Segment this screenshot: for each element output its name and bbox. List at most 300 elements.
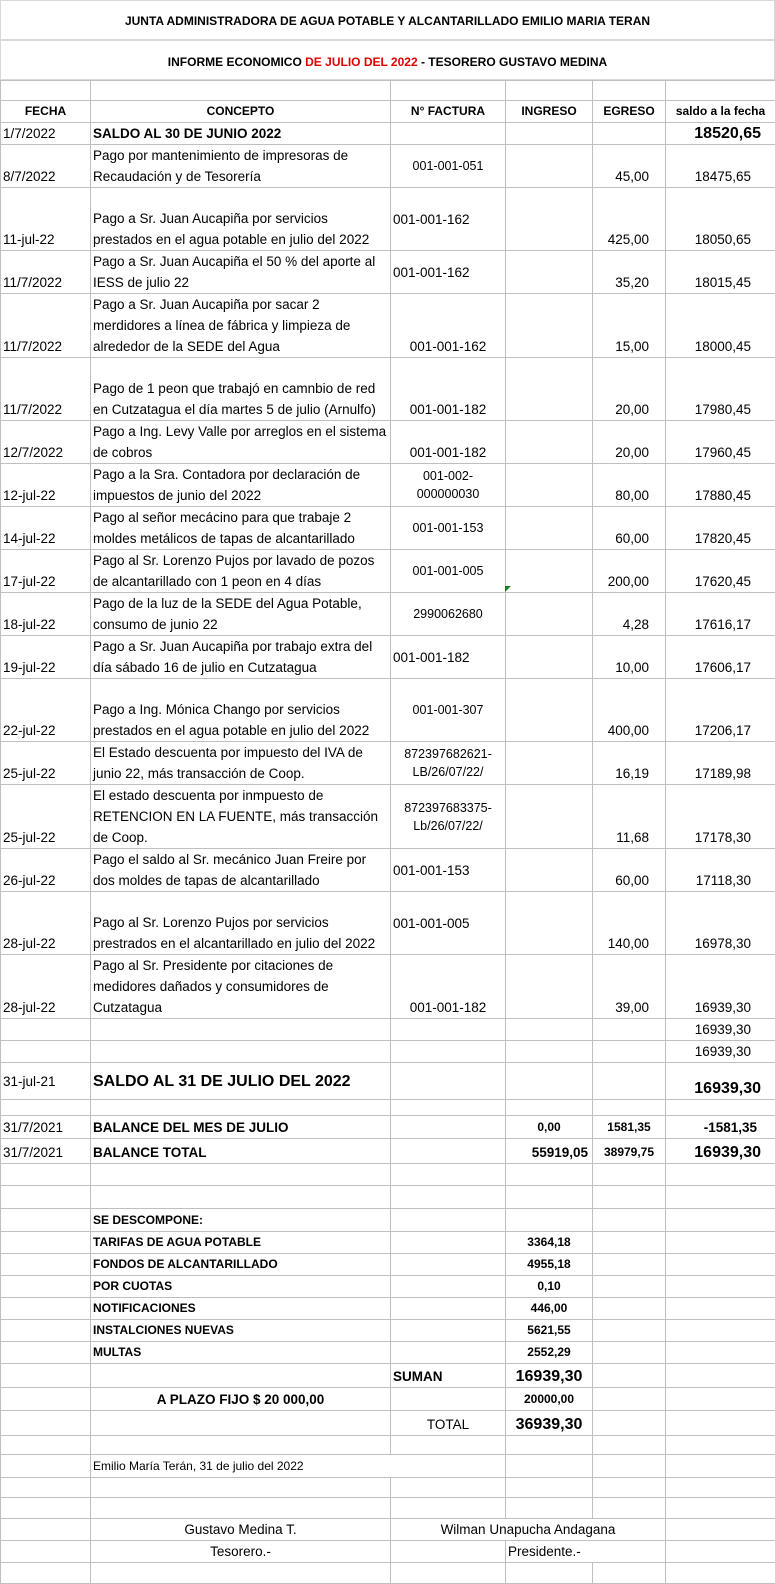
org-title: JUNTA ADMINISTRADORA DE AGUA POTABLE Y ALCANTARILLADO EMILIO MARIA TERAN xyxy=(0,0,775,40)
table-row xyxy=(1,1063,775,1100)
row-saldo: 17980,45 xyxy=(666,358,775,421)
cell xyxy=(391,1209,506,1232)
row-ingreso xyxy=(506,593,593,636)
balance-mes-fecha: 31/7/2021 xyxy=(1,1116,91,1139)
opening-saldo: 18520,65 xyxy=(666,123,775,145)
suman-label: SUMAN xyxy=(391,1364,506,1388)
row-concepto: El Estado descuenta por impuesto del IVA de junio 22, más transacción de Coop. xyxy=(91,742,391,785)
row-concepto: Pago al señor mecácino para que trabaje 2 moldes metálicos de tapas de alcantarillado xyxy=(91,507,391,550)
extra-saldo: 16939,30 xyxy=(666,1019,775,1041)
row-fecha: 11/7/2022 xyxy=(1,251,91,294)
cell xyxy=(1,1388,91,1411)
empty-cell xyxy=(666,1164,775,1186)
table-row xyxy=(1,1041,775,1063)
cell xyxy=(391,1388,506,1411)
empty-cell xyxy=(391,1019,506,1041)
cell xyxy=(666,1342,775,1364)
tesorero-name: Gustavo Medina T. xyxy=(91,1519,391,1541)
empty-cell xyxy=(1,1164,91,1186)
empty-cell xyxy=(91,81,391,101)
cell xyxy=(593,1232,666,1254)
cell xyxy=(1,1342,91,1364)
row-ingreso xyxy=(506,679,593,742)
empty-cell xyxy=(593,81,666,101)
row-factura: 001-001-182 xyxy=(391,636,506,679)
row-saldo: 17960,45 xyxy=(666,421,775,464)
cell xyxy=(1,1455,91,1478)
row-ingreso xyxy=(506,507,593,550)
balance-total-egreso: 38979,75 xyxy=(593,1139,666,1164)
empty-cell xyxy=(593,1186,666,1209)
row-fecha: 11/7/2022 xyxy=(1,294,91,358)
row-fecha: 28-jul-22 xyxy=(1,955,91,1019)
empty-cell xyxy=(593,1019,666,1041)
row-ingreso xyxy=(506,188,593,251)
row-saldo: 17178,30 xyxy=(666,785,775,849)
row-concepto: Pago de 1 peon que trabajó en camnbio de red en Cutzatagua el día martes 5 de julio (Arnulfo) xyxy=(91,358,391,421)
balance-total-fecha: 31/7/2021 xyxy=(1,1139,91,1164)
table-row xyxy=(1,1139,775,1164)
col-egreso: EGRESO xyxy=(593,101,666,123)
empty-cell xyxy=(593,1498,666,1519)
row-concepto: El estado descuenta por inmpuesto de RETENCION EN LA FUENTE, más transacción de Coop. xyxy=(91,785,391,849)
cell xyxy=(666,1254,775,1276)
row-ingreso xyxy=(506,251,593,294)
cell xyxy=(593,1254,666,1276)
empty-cell xyxy=(1,1498,91,1519)
table-row xyxy=(1,1276,775,1298)
opening-concepto: SALDO AL 30 DE JUNIO 2022 xyxy=(91,123,391,145)
row-saldo: 16978,30 xyxy=(666,892,775,955)
row-egreso: 80,00 xyxy=(593,464,666,507)
table-row xyxy=(1,1186,775,1209)
table-row xyxy=(1,785,775,849)
breakdown-label: TARIFAS DE AGUA POTABLE xyxy=(91,1232,391,1254)
cell xyxy=(391,1298,506,1320)
empty-cell xyxy=(91,1164,391,1186)
cell xyxy=(1,1276,91,1298)
cell xyxy=(506,1063,593,1100)
table-row xyxy=(1,251,775,294)
empty-cell xyxy=(506,1164,593,1186)
row-egreso: 60,00 xyxy=(593,507,666,550)
empty-cell xyxy=(91,1498,391,1519)
row-saldo: 17206,17 xyxy=(666,679,775,742)
empty-cell xyxy=(593,1100,666,1116)
table-row xyxy=(1,742,775,785)
cell xyxy=(593,1388,666,1411)
empty-cell xyxy=(91,1041,391,1063)
table-row xyxy=(1,892,775,955)
table-row xyxy=(1,1498,775,1519)
row-ingreso xyxy=(506,742,593,785)
empty-cell xyxy=(391,1436,506,1455)
empty-cell xyxy=(391,1563,506,1584)
cell xyxy=(391,1063,506,1100)
empty-cell xyxy=(391,1100,506,1116)
row-egreso: 45,00 xyxy=(593,145,666,188)
table-row xyxy=(1,1342,775,1364)
cell xyxy=(391,1139,506,1164)
table-row xyxy=(1,593,775,636)
row-factura: 001-001-182 xyxy=(391,358,506,421)
closing-concepto: SALDO AL 31 DE JULIO DEL 2022 xyxy=(91,1063,391,1100)
row-egreso: 39,00 xyxy=(593,955,666,1019)
cell xyxy=(593,1209,666,1232)
cell xyxy=(91,1364,391,1388)
table-row xyxy=(1,421,775,464)
cell xyxy=(666,1519,775,1541)
breakdown-label: INSTALCIONES NUEVAS xyxy=(91,1320,391,1342)
row-concepto: Pago a Sr. Juan Aucapiña por servicios prestados en el agua potable en julio del 2022 xyxy=(91,188,391,251)
empty-cell xyxy=(593,1164,666,1186)
cell xyxy=(1,1298,91,1320)
row-egreso: 15,00 xyxy=(593,294,666,358)
balance-mes-saldo: -1581,35 xyxy=(666,1116,775,1139)
cell xyxy=(91,1411,391,1436)
ledger-table xyxy=(0,80,775,1584)
presidente-name: Wilman Unapucha Andagana xyxy=(391,1519,666,1541)
empty-cell xyxy=(666,1563,775,1584)
table-row xyxy=(1,507,775,550)
empty-cell xyxy=(593,1041,666,1063)
breakdown-label: NOTIFICACIONES xyxy=(91,1298,391,1320)
row-fecha: 26-jul-22 xyxy=(1,849,91,892)
col-saldo: saldo a la fecha xyxy=(666,101,775,123)
report-period: DE JULIO DEL 2022 xyxy=(305,55,418,69)
table-row xyxy=(1,1478,775,1498)
table-row xyxy=(1,849,775,892)
row-egreso: 425,00 xyxy=(593,188,666,251)
empty-cell xyxy=(506,81,593,101)
place-date: Emilio María Terán, 31 de julio del 2022 xyxy=(91,1455,506,1478)
row-concepto: Pago a Ing. Mónica Chango por servicios prestados en el agua potable en julio del 2022 xyxy=(91,679,391,742)
row-egreso: 35,20 xyxy=(593,251,666,294)
empty-cell xyxy=(666,1436,775,1455)
row-fecha: 18-jul-22 xyxy=(1,593,91,636)
row-egreso: 140,00 xyxy=(593,892,666,955)
balance-total-concepto: BALANCE TOTAL xyxy=(91,1139,391,1164)
cell xyxy=(506,123,593,145)
row-saldo: 18050,65 xyxy=(666,188,775,251)
empty-cell xyxy=(593,1563,666,1584)
row-egreso: 11,68 xyxy=(593,785,666,849)
row-factura: 001-001-005 xyxy=(391,892,506,955)
empty-cell xyxy=(391,81,506,101)
cell xyxy=(666,1541,775,1563)
table-row xyxy=(1,145,775,188)
row-concepto: Pago el saldo al Sr. mecánico Juan Freire por dos moldes de tapas de alcantarillado xyxy=(91,849,391,892)
report-title-a: INFORME ECONOMICO xyxy=(168,55,305,69)
row-factura: 001-001-153 xyxy=(391,507,506,550)
cell xyxy=(1,1232,91,1254)
row-fecha: 14-jul-22 xyxy=(1,507,91,550)
row-saldo: 17616,17 xyxy=(666,593,775,636)
empty-cell xyxy=(1,1186,91,1209)
row-factura: 2990062680 xyxy=(391,593,506,636)
empty-cell xyxy=(506,1498,593,1519)
empty-cell xyxy=(91,1019,391,1041)
cell xyxy=(1,1541,91,1563)
row-egreso: 200,00 xyxy=(593,550,666,593)
row-ingreso xyxy=(506,145,593,188)
row-saldo: 16939,30 xyxy=(666,955,775,1019)
balance-total-ingreso: 55919,05 xyxy=(506,1139,593,1164)
breakdown-label: MULTAS xyxy=(91,1342,391,1364)
cell xyxy=(666,1364,775,1388)
total-value: 36939,30 xyxy=(506,1411,593,1436)
table-row xyxy=(1,1209,775,1232)
row-fecha: 11-jul-22 xyxy=(1,188,91,251)
row-concepto: Pago al Sr. Lorenzo Pujos por lavado de pozos de alcantarillado con 1 peon en 4 días xyxy=(91,550,391,593)
table-row xyxy=(1,81,775,101)
row-saldo: 17118,30 xyxy=(666,849,775,892)
table-row xyxy=(1,464,775,507)
table-row xyxy=(1,1455,775,1478)
cell xyxy=(391,123,506,145)
row-concepto: Pago de la luz de la SEDE del Agua Potable, consumo de junio 22 xyxy=(91,593,391,636)
row-factura: 001-001-182 xyxy=(391,421,506,464)
cell xyxy=(1,1254,91,1276)
table-row xyxy=(1,1563,775,1584)
row-concepto: Pago a Sr. Juan Aucapiña el 50 % del aporte al IESS de julio 22 xyxy=(91,251,391,294)
table-row xyxy=(1,358,775,421)
row-concepto: Pago por mantenimiento de impresoras de Recaudación y de Tesorería xyxy=(91,145,391,188)
cell xyxy=(593,123,666,145)
row-concepto: Pago a Sr. Juan Aucapiña por sacar 2 merdidores a línea de fábrica y limpieza de alrededor de la SEDE del Agua xyxy=(91,294,391,358)
table-row xyxy=(1,1232,775,1254)
row-ingreso xyxy=(506,294,593,358)
empty-cell xyxy=(666,1498,775,1519)
cell xyxy=(666,1298,775,1320)
row-saldo: 17880,45 xyxy=(666,464,775,507)
breakdown-value: 4955,18 xyxy=(506,1254,593,1276)
total-label: TOTAL xyxy=(391,1411,506,1436)
cell xyxy=(1,1411,91,1436)
breakdown-label: FONDOS DE ALCANTARILLADO xyxy=(91,1254,391,1276)
row-fecha: 25-jul-22 xyxy=(1,785,91,849)
cell xyxy=(391,1254,506,1276)
table-row xyxy=(1,679,775,742)
row-ingreso xyxy=(506,636,593,679)
empty-cell xyxy=(1,81,91,101)
cell xyxy=(666,1455,775,1478)
col-ingreso: INGRESO xyxy=(506,101,593,123)
empty-cell xyxy=(391,1186,506,1209)
report-title-b: - TESORERO GUSTAVO MEDINA xyxy=(418,55,608,69)
row-fecha: 8/7/2022 xyxy=(1,145,91,188)
row-egreso: 20,00 xyxy=(593,358,666,421)
cell xyxy=(666,1276,775,1298)
row-egreso: 400,00 xyxy=(593,679,666,742)
table-row xyxy=(1,955,775,1019)
cell xyxy=(666,1209,775,1232)
report-title xyxy=(0,40,775,80)
empty-cell xyxy=(1,1100,91,1116)
row-egreso: 16,19 xyxy=(593,742,666,785)
presidente-title: Presidente.- xyxy=(506,1541,666,1563)
cell xyxy=(593,1455,666,1478)
breakdown-value: 2552,29 xyxy=(506,1342,593,1364)
empty-cell xyxy=(91,1186,391,1209)
row-egreso: 20,00 xyxy=(593,421,666,464)
empty-cell xyxy=(1,1019,91,1041)
empty-cell xyxy=(391,1041,506,1063)
empty-cell xyxy=(593,1478,666,1498)
empty-cell xyxy=(391,1498,506,1519)
row-concepto: Pago al Sr. Presidente por citaciones de medidores dañados y consumidores de Cutzatagua xyxy=(91,955,391,1019)
empty-cell xyxy=(1,1436,91,1455)
cell xyxy=(593,1411,666,1436)
row-fecha: 28-jul-22 xyxy=(1,892,91,955)
empty-cell xyxy=(91,1100,391,1116)
closing-saldo: 16939,30 xyxy=(666,1063,775,1100)
row-fecha: 25-jul-22 xyxy=(1,742,91,785)
row-concepto: Pago a Ing. Levy Valle por arreglos en el sistema de cobros xyxy=(91,421,391,464)
empty-cell xyxy=(506,1186,593,1209)
col-fecha: FECHA xyxy=(1,101,91,123)
table-row xyxy=(1,550,775,593)
row-saldo: 17606,17 xyxy=(666,636,775,679)
row-ingreso xyxy=(506,849,593,892)
cell xyxy=(593,1342,666,1364)
table-row xyxy=(1,1364,775,1388)
table-row xyxy=(1,188,775,251)
suman-value: 16939,30 xyxy=(506,1364,593,1388)
col-factura: N° FACTURA xyxy=(391,101,506,123)
row-ingreso xyxy=(506,550,593,593)
empty-cell xyxy=(666,1478,775,1498)
row-ingreso xyxy=(506,358,593,421)
opening-fecha: 1/7/2022 xyxy=(1,123,91,145)
row-factura: 001-002-000000030 xyxy=(391,464,506,507)
table-row xyxy=(1,1100,775,1116)
row-factura: 001-001-307 xyxy=(391,679,506,742)
empty-cell xyxy=(666,81,775,101)
table-row xyxy=(1,1254,775,1276)
cell xyxy=(391,1541,506,1563)
empty-cell xyxy=(506,1563,593,1584)
breakdown-value: 0,10 xyxy=(506,1276,593,1298)
row-saldo: 18000,45 xyxy=(666,294,775,358)
table-row xyxy=(1,1116,775,1139)
col-concepto: CONCEPTO xyxy=(91,101,391,123)
row-factura: 872397682621-LB/26/07/22/ xyxy=(391,742,506,785)
balance-mes-ingreso: 0,00 xyxy=(506,1116,593,1139)
row-concepto: Pago a la Sra. Contadora por declaración de impuestos de junio del 2022 xyxy=(91,464,391,507)
row-ingreso xyxy=(506,421,593,464)
table-row xyxy=(1,1164,775,1186)
table-row xyxy=(1,1019,775,1041)
cell xyxy=(593,1063,666,1100)
row-factura: 001-001-051 xyxy=(391,145,506,188)
empty-cell xyxy=(593,1436,666,1455)
empty-cell xyxy=(1,1041,91,1063)
row-saldo: 18475,65 xyxy=(666,145,775,188)
empty-cell xyxy=(91,1478,391,1498)
comment-marker xyxy=(505,586,511,592)
row-factura: 001-001-005 xyxy=(391,550,506,593)
row-concepto: Pago a Sr. Juan Aucapiña por trabajo extra del día sábado 16 de julio en Cutzatagua xyxy=(91,636,391,679)
row-factura: 001-001-162 xyxy=(391,251,506,294)
row-egreso: 10,00 xyxy=(593,636,666,679)
cell xyxy=(1,1320,91,1342)
empty-cell xyxy=(666,1100,775,1116)
row-fecha: 12-jul-22 xyxy=(1,464,91,507)
tesorero-title: Tesorero.- xyxy=(91,1541,391,1563)
empty-cell xyxy=(666,1186,775,1209)
table-row xyxy=(1,294,775,358)
cell xyxy=(1,1209,91,1232)
row-concepto: Pago al Sr. Lorenzo Pujos por servicios prestrados en el alcantarillado en julio del 2022 xyxy=(91,892,391,955)
table-row xyxy=(1,1411,775,1436)
empty-cell xyxy=(506,1478,593,1498)
plazo-value: 20000,00 xyxy=(506,1388,593,1411)
cell xyxy=(666,1320,775,1342)
table-row xyxy=(1,123,775,145)
row-egreso: 60,00 xyxy=(593,849,666,892)
table-row xyxy=(1,1541,775,1563)
cell xyxy=(1,1519,91,1541)
empty-cell xyxy=(91,1436,391,1455)
breakdown-value: 3364,18 xyxy=(506,1232,593,1254)
closing-fecha: 31-jul-21 xyxy=(1,1063,91,1100)
empty-cell xyxy=(391,1478,506,1498)
row-factura: 872397683375-Lb/26/07/22/ xyxy=(391,785,506,849)
empty-cell xyxy=(506,1436,593,1455)
table-row xyxy=(1,101,775,123)
empty-cell xyxy=(391,1164,506,1186)
row-ingreso xyxy=(506,785,593,849)
cell xyxy=(391,1276,506,1298)
row-fecha: 19-jul-22 xyxy=(1,636,91,679)
empty-cell xyxy=(91,1563,391,1584)
cell xyxy=(593,1364,666,1388)
plazo-label: A PLAZO FIJO $ 20 000,00 xyxy=(91,1388,391,1411)
row-ingreso xyxy=(506,955,593,1019)
cell xyxy=(666,1388,775,1411)
cell xyxy=(391,1116,506,1139)
cell xyxy=(666,1232,775,1254)
row-saldo: 18015,45 xyxy=(666,251,775,294)
balance-total-saldo: 16939,30 xyxy=(666,1139,775,1164)
cell xyxy=(593,1298,666,1320)
breakdown-value: 446,00 xyxy=(506,1298,593,1320)
row-saldo: 17820,45 xyxy=(666,507,775,550)
row-saldo: 17620,45 xyxy=(666,550,775,593)
cell xyxy=(593,1276,666,1298)
table-row xyxy=(1,1436,775,1455)
table-row xyxy=(1,1320,775,1342)
row-fecha: 12/7/2022 xyxy=(1,421,91,464)
row-fecha: 17-jul-22 xyxy=(1,550,91,593)
cell xyxy=(391,1232,506,1254)
cell xyxy=(506,1455,593,1478)
extra-saldo: 16939,30 xyxy=(666,1041,775,1063)
cell xyxy=(391,1342,506,1364)
row-egreso: 4,28 xyxy=(593,593,666,636)
cell xyxy=(1,1364,91,1388)
balance-mes-concepto: BALANCE DEL MES DE JULIO xyxy=(91,1116,391,1139)
cell xyxy=(506,1209,593,1232)
row-factura: 001-001-162 xyxy=(391,294,506,358)
row-fecha: 22-jul-22 xyxy=(1,679,91,742)
table-row xyxy=(1,636,775,679)
cell xyxy=(593,1320,666,1342)
empty-cell xyxy=(506,1100,593,1116)
balance-mes-egreso: 1581,35 xyxy=(593,1116,666,1139)
row-ingreso xyxy=(506,892,593,955)
